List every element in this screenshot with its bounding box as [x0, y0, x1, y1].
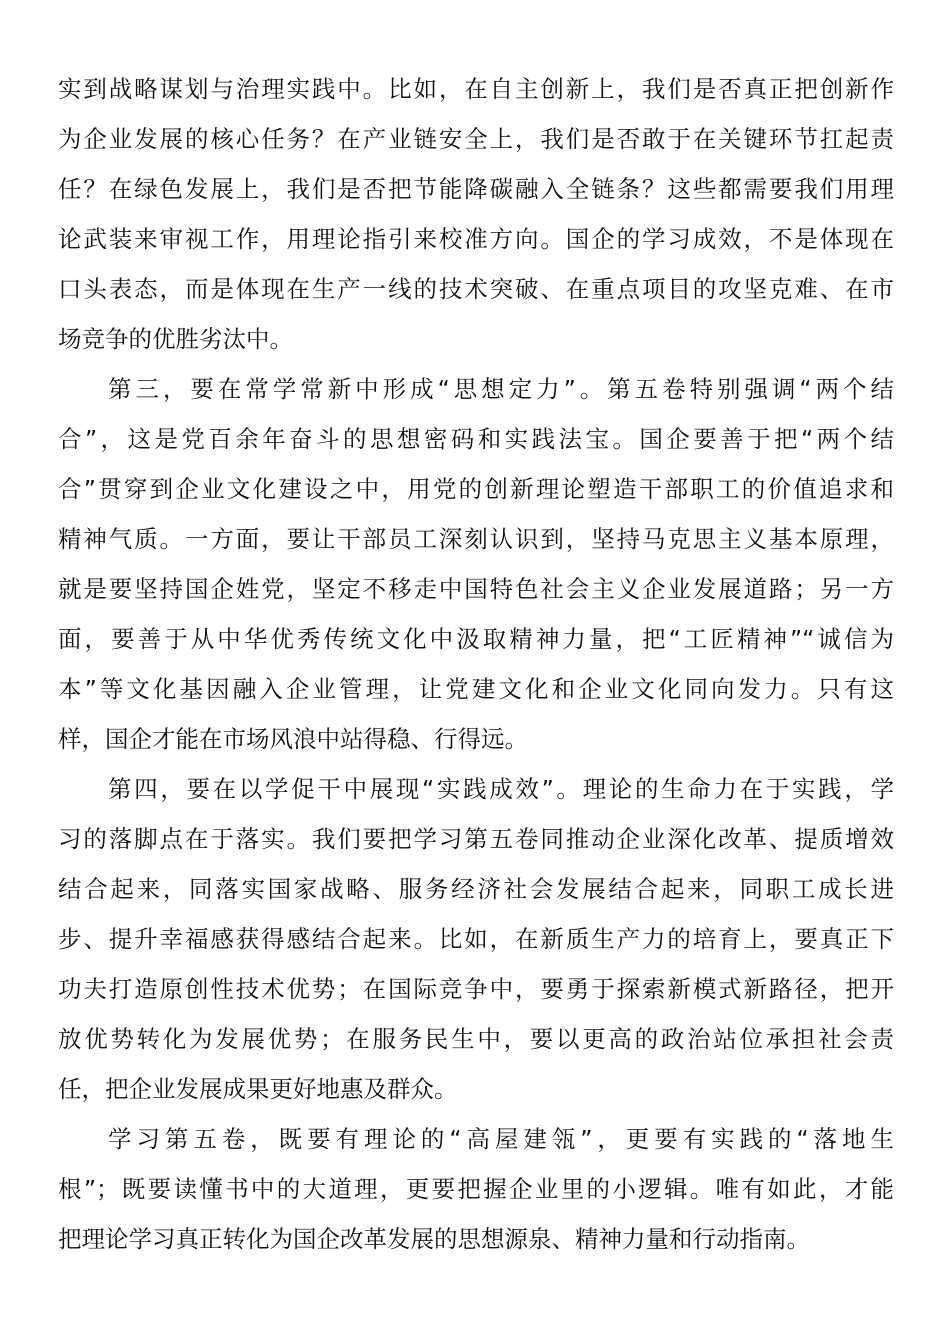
text-line: 论武装来审视工作，用理论指引来校准方向。国企的学习成效，不是体现在: [58, 225, 894, 253]
text-line: 合”贯穿到企业文化建设之中，用党的创新理论塑造干部职工的价值追求和: [58, 475, 894, 503]
text-line: 放优势转化为发展优势；在服务民生中，要以更高的政治站位承担社会责: [58, 1025, 894, 1053]
text-line: 结合起来，同落实国家战略、服务经济社会发展结合起来，同职工成长进: [58, 875, 894, 903]
text-line: 第四，要在以学促干中展现“实践成效”。理论的生命力在于实践，学: [108, 775, 894, 803]
paragraph-continued: [58, 64, 894, 364]
text-line: 学习第五卷，既要有理论的“高屋建瓴”，更要有实践的“落地生: [108, 1125, 894, 1153]
document-body: [58, 64, 894, 1264]
text-line: 口头表态，而是体现在生产一线的技术突破、在重点项目的攻坚克难、在市: [58, 275, 894, 303]
text-line: 第三，要在常学常新中形成“思想定力”。第五卷特别强调“两个结: [108, 375, 894, 403]
text-line: 精神气质。一方面，要让干部员工深刻认识到，坚持马克思主义基本原理，: [58, 525, 894, 553]
text-line: 合”，这是党百余年奋斗的思想密码和实践法宝。国企要善于把“两个结: [58, 425, 894, 453]
text-line: 习的落脚点在于落实。我们要把学习第五卷同推动企业深化改革、提质增效: [58, 825, 894, 853]
paragraph-third: [58, 364, 894, 764]
text-line: 样，国企才能在市场风浪中站得稳、行得远。: [58, 725, 528, 753]
text-line: 功夫打造原创性技术优势；在国际竞争中，要勇于探索新模式新路径，把开: [58, 975, 894, 1003]
text-line: 把理论学习真正转化为国企改革发展的思想源泉、精神力量和行动指南。: [58, 1225, 810, 1253]
text-line: 任？在绿色发展上，我们是否把节能降碳融入全链条？这些都需要我们用理: [58, 175, 894, 203]
text-line: 为企业发展的核心任务？在产业链安全上，我们是否敢于在关键环节扛起责: [58, 125, 894, 153]
text-line: 就是要坚持国企姓党，坚定不移走中国特色社会主义企业发展道路；另一方: [58, 575, 894, 603]
text-line: 根”；既要读懂书中的大道理，更要把握企业里的小逻辑。唯有如此，才能: [58, 1175, 894, 1203]
paragraph-fourth: [58, 764, 894, 1114]
text-line: 本”等文化基因融入企业管理，让党建文化和企业文化同向发力。只有这: [58, 675, 894, 703]
text-line: 步、提升幸福感获得感结合起来。比如，在新质生产力的培育上，要真正下: [58, 925, 894, 953]
text-line: 任，把企业发展成果更好地惠及群众。: [58, 1075, 458, 1103]
text-line: 面，要善于从中华优秀传统文化中汲取精神力量，把“工匠精神”“诚信为: [58, 625, 894, 653]
text-line: 实到战略谋划与治理实践中。比如，在自主创新上，我们是否真正把创新作: [58, 75, 894, 103]
text-line: 场竞争的优胜劣汰中。: [58, 325, 293, 353]
paragraph-conclusion: [58, 1114, 894, 1264]
